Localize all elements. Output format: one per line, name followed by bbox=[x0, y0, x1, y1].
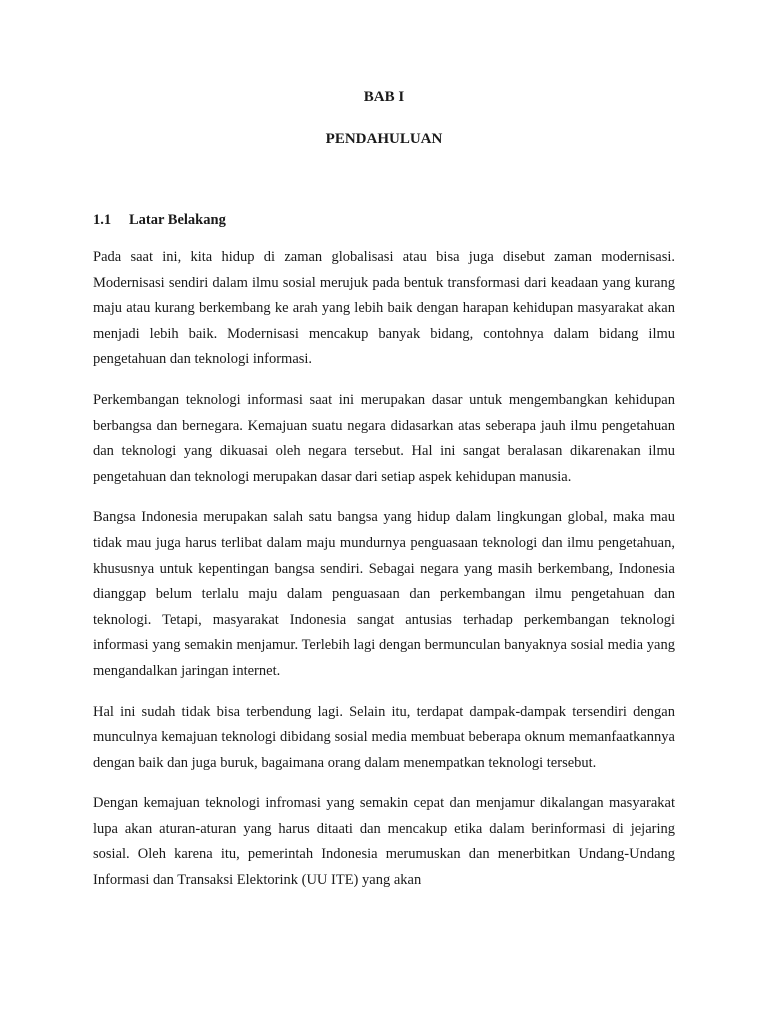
paragraph-2: Perkembangan teknologi informasi saat ini merupakan dasar untuk mengembangkan kehidupan berbangsa dan bernegara. Kemajuan suatu negara didasarkan atas seberapa jauh ilmu pengetahuan dan teknologi yang dikuasai oleh negara tersebut. Hal ini sangat beralasan dikarenakan ilmu pengetahuan dan teknologi merupakan dasar dari setiap aspek kehidupan manusia. bbox=[93, 391, 675, 485]
section-body bbox=[93, 245, 675, 909]
paragraph-5: Dengan kemajuan teknologi infromasi yang semakin cepat dan menjamur dikalangan masyarakat lupa akan aturan-aturan yang harus ditaati dan mencakup etika dalam berinformasi di jejaring sosial. Oleh karena itu, pemerintah Indonesia merumuskan dan menerbitkan Undang-Undang Informasi dan Transaksi Elektorink (UU ITE) yang akan bbox=[93, 795, 675, 889]
chapter-title: PENDAHULUAN bbox=[325, 131, 443, 147]
paragraph-3: Bangsa Indonesia merupakan salah satu bangsa yang hidup dalam lingkungan global, maka mau tidak mau juga harus terlibat dalam maju mundurnya penguasaan teknologi dan ilmu pengetahuan, khususnya untuk kepentingan bangsa sendiri. Sebagai negara yang masih berkembang, Indonesia dianggap belum terlalu maju dalam penguasaan dan perkembangan ilmu pengetahuan dan teknologi. Tetapi, masyarakat Indonesia sangat antusias terhadap perkembangan teknologi informasi yang semakin menjamur. Terlebih lagi dengan bermunculan banyaknya sosial media yang mengandalkan jaringan internet. bbox=[93, 509, 675, 679]
paragraph-1: Pada saat ini, kita hidup di zaman globalisasi atau bisa juga disebut zaman modernisasi. Modernisasi sendiri dalam ilmu sosial merujuk pada bentuk transformasi dari keadaan yang kurang maju atau kurang berkembang ke arah yang lebih baik dengan harapan kehidupan masyarakat akan menjadi lebih baik. Modernisasi mencakup banyak bidang, contohnya dalam bidang ilmu pengetahuan dan teknologi informasi. bbox=[93, 249, 675, 368]
section-title: Latar Belakang bbox=[129, 212, 226, 228]
paragraph-4: Hal ini sudah tidak bisa terbendung lagi. Selain itu, terdapat dampak-dampak tersendiri dengan munculnya kemajuan teknologi dibidang sosial media membuat beberapa oknum memanfaatkannya dengan baik dan juga buruk, bagaimana orang dalam menempatkan teknologi tersebut. bbox=[93, 703, 675, 771]
chapter-number: BAB I bbox=[363, 89, 405, 105]
section-number: 1.1 bbox=[93, 212, 112, 228]
section-heading bbox=[93, 212, 226, 229]
